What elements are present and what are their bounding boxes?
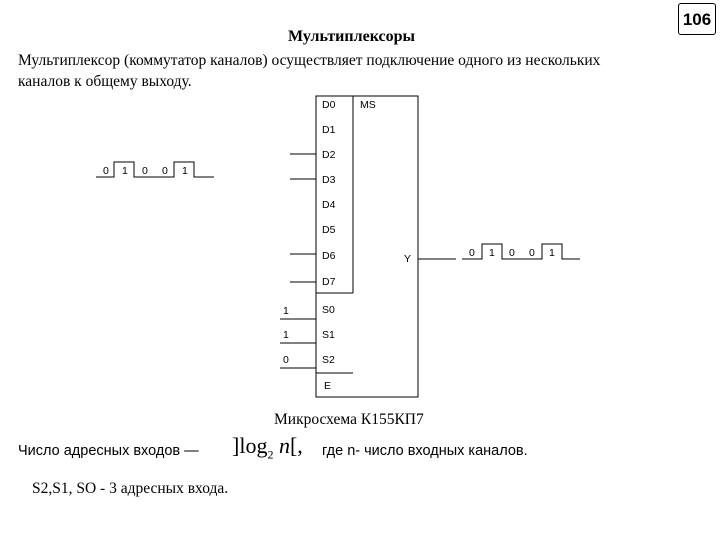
pin-s0: S0	[322, 304, 335, 316]
pin-s1: S1	[322, 329, 335, 341]
formula-label: Число адресных входов —	[18, 443, 199, 459]
chip-body	[316, 96, 418, 397]
input-bit-4: 1	[182, 165, 188, 177]
formula-base: 2	[267, 447, 274, 462]
input-waveform	[96, 162, 214, 177]
pin-d7: D7	[322, 276, 336, 288]
output-bit-4: 1	[549, 247, 555, 259]
output-bit-3: 0	[529, 247, 535, 259]
pin-d6: D6	[322, 250, 336, 262]
address-formula	[232, 433, 303, 462]
input-bit-1: 1	[122, 165, 128, 177]
input-bit-0: 0	[103, 165, 109, 177]
chip-caption: Микросхема К155КП7	[274, 411, 424, 428]
pin-d0: D0	[322, 99, 336, 111]
formula-comma: ,	[297, 433, 303, 458]
pin-s2: S2	[322, 354, 335, 366]
formula-note: где n- число входных каналов.	[322, 443, 528, 459]
pin-y: Y	[404, 253, 412, 265]
pin-d2: D2	[322, 149, 336, 161]
address-inputs-note: S2,S1, SO - 3 адресных входа.	[32, 480, 229, 497]
select-value-s2: 0	[283, 354, 289, 366]
pin-d3: D3	[322, 174, 336, 186]
output-bit-2: 0	[509, 247, 515, 259]
input-bit-3: 0	[162, 165, 168, 177]
input-bit-2: 0	[142, 165, 148, 177]
select-value-s1: 1	[283, 329, 289, 341]
formula-variable: n	[278, 433, 290, 458]
formula-log: log	[239, 433, 268, 458]
pin-enable: E	[324, 380, 332, 392]
chip-label: MS	[360, 99, 376, 111]
pin-d4: D4	[322, 199, 336, 211]
output-waveform	[462, 244, 580, 259]
pin-d1: D1	[322, 124, 336, 136]
output-bit-1: 1	[489, 247, 495, 259]
page-title: Мультиплексоры	[288, 28, 416, 45]
intro-paragraph: Мультиплексор (коммутатор каналов) осуществляет подключение одного из нескольких каналов к общему выходу.	[18, 52, 601, 90]
select-value-s0: 1	[283, 305, 289, 317]
formula-open-bracket: ]	[232, 433, 240, 458]
formula-close-bracket: [	[289, 433, 298, 458]
output-bit-0: 0	[469, 247, 475, 259]
page-number: 106	[678, 3, 716, 35]
pin-d5: D5	[322, 224, 336, 236]
